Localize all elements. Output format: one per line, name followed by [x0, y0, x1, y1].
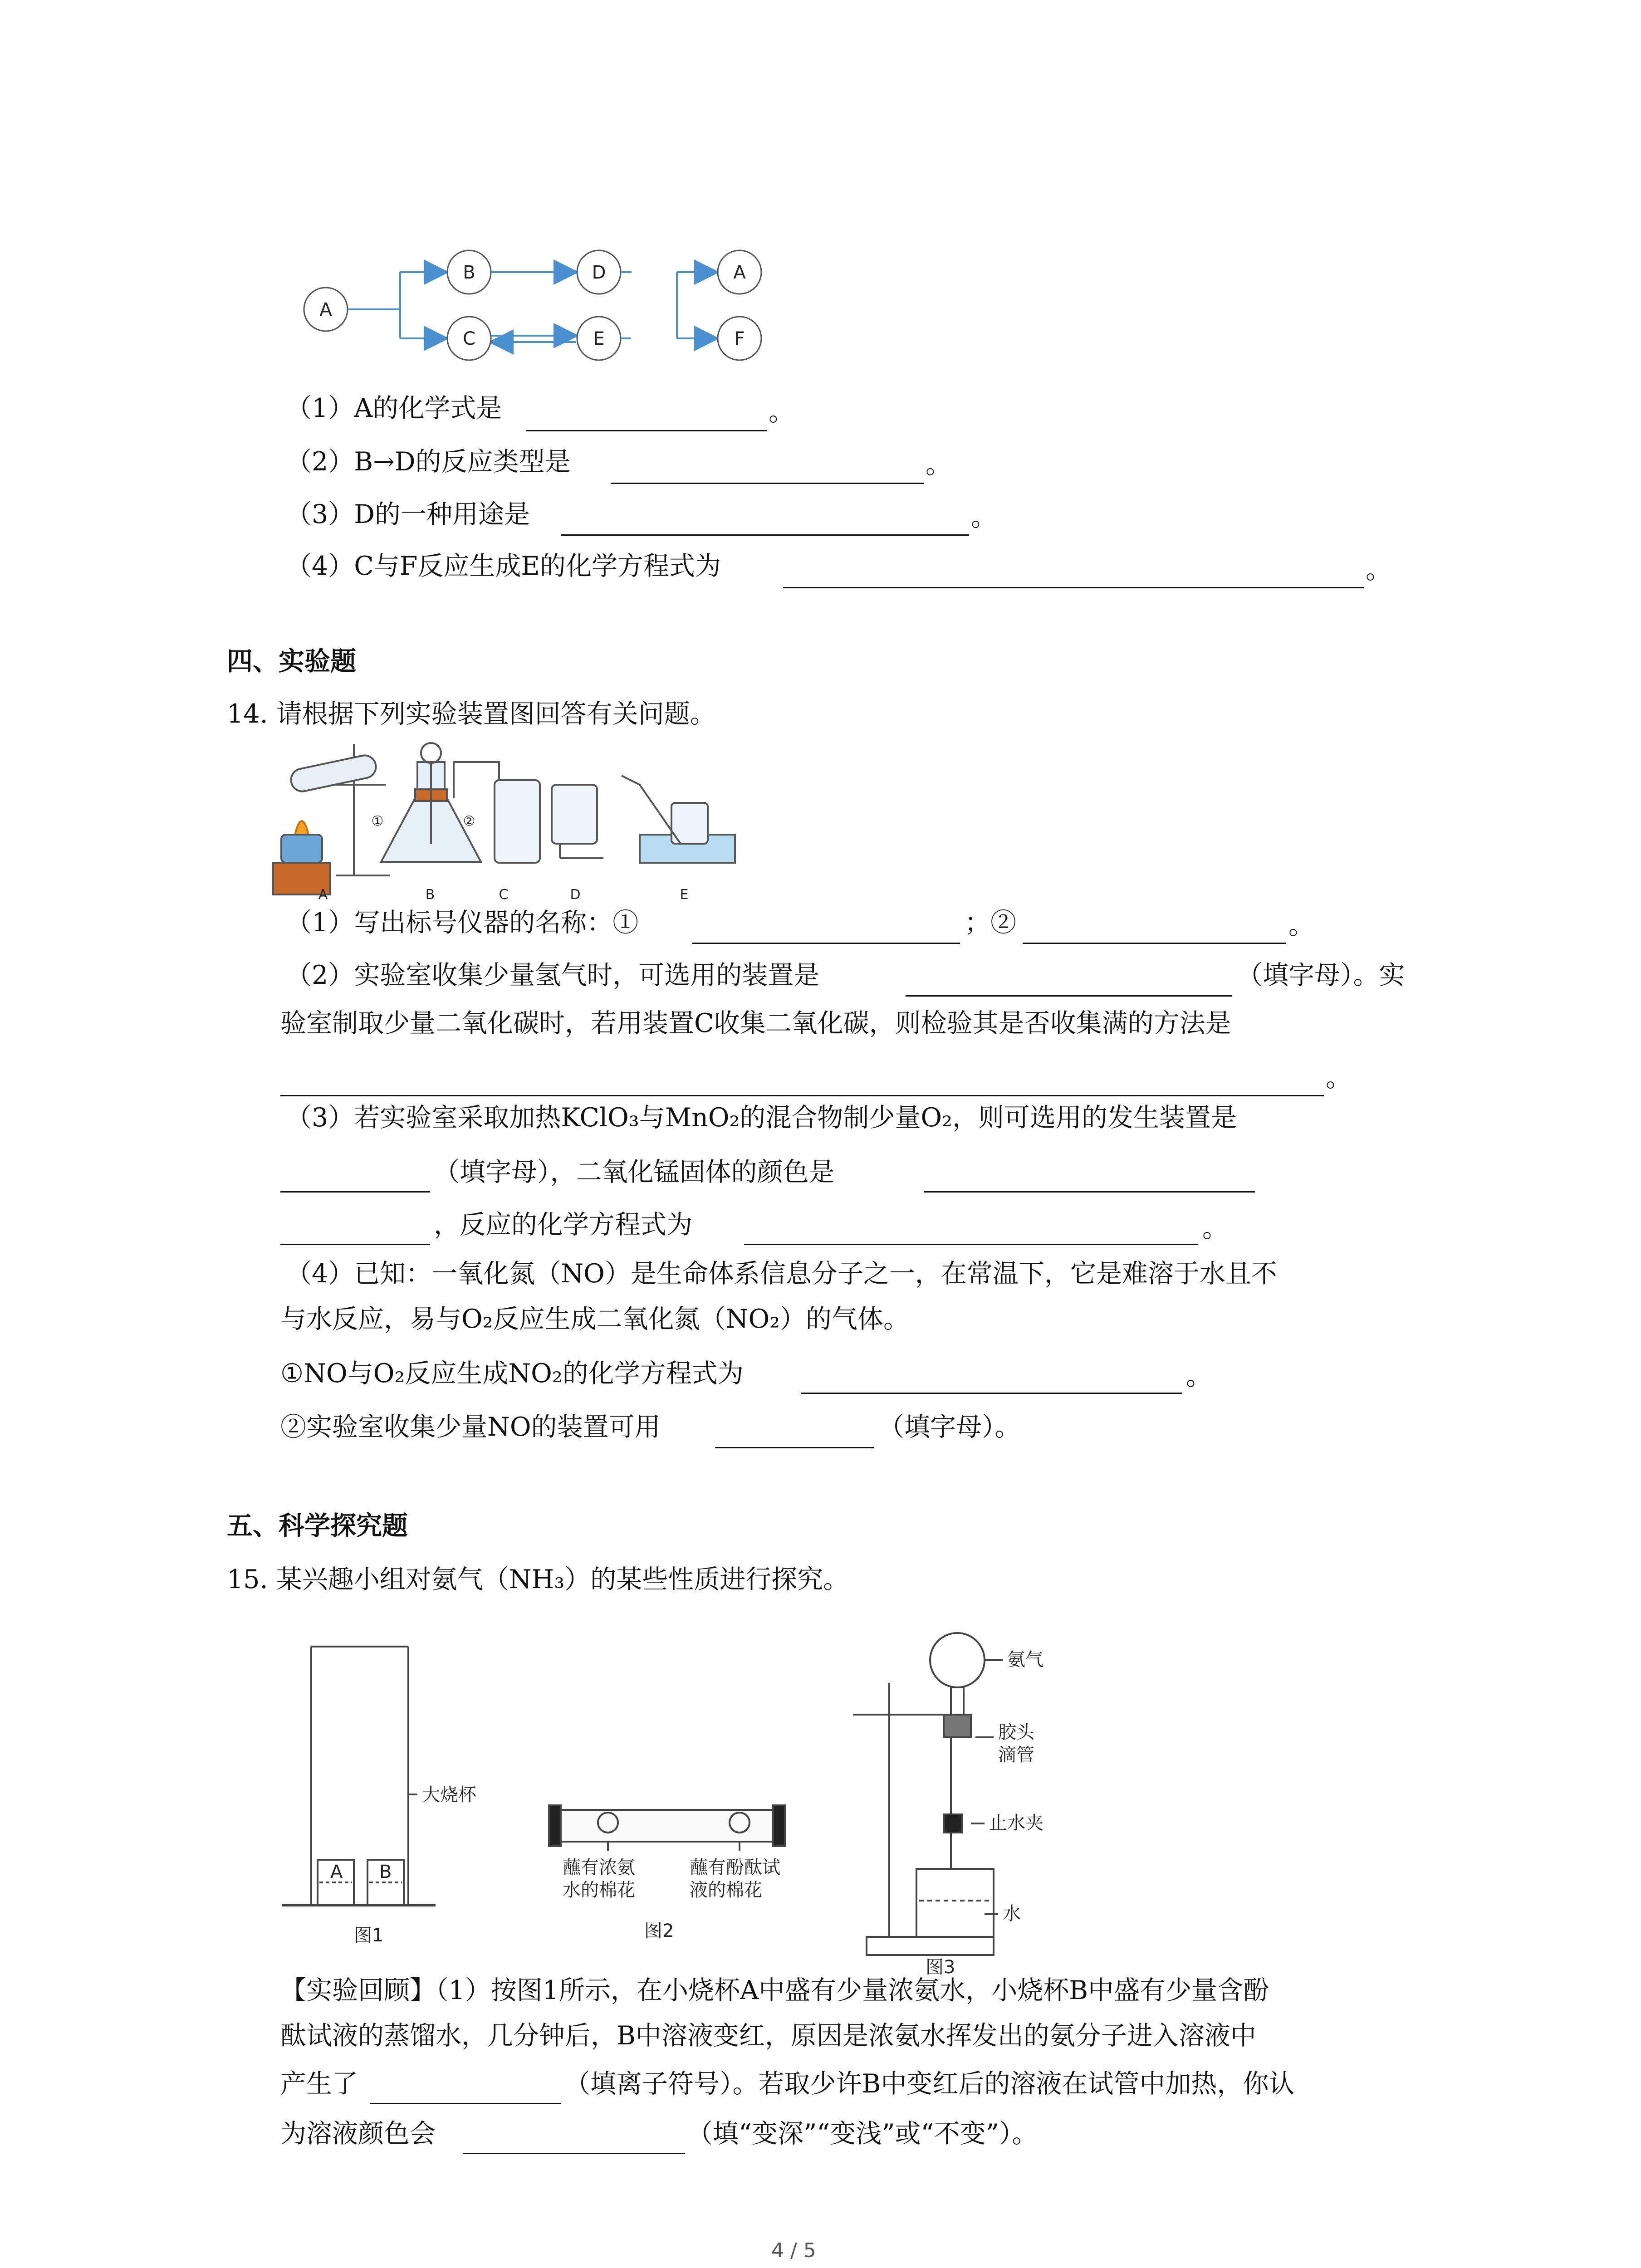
q14-blank2b[interactable] [280, 1095, 1324, 1096]
q13-period3: 。 [971, 502, 997, 532]
node-d: D [592, 262, 606, 283]
q15-blank2[interactable] [463, 2153, 685, 2154]
q15-review4a: 为溶液颜色会 [280, 2119, 436, 2149]
q14-blank3d[interactable] [744, 1244, 1198, 1245]
fig3-dropper1: 胶头 [998, 1722, 1034, 1743]
apparatus-figure [0, 735, 1641, 916]
q13-blank2[interactable] [611, 483, 924, 484]
fig2-left1: 蘸有浓氨 [563, 1857, 635, 1878]
q14-blank3a[interactable] [280, 1191, 430, 1193]
q15-review2: 酞试液的蒸馏水，几分钟后，B中溶液变红，原因是浓氨水挥发出的氨分子进入溶液中 [280, 2021, 1256, 2051]
q13-part1: （1）A的化学式是 [286, 393, 502, 423]
q14-part2a: （2）实验室收集少量氢气时，可选用的装置是 [286, 960, 820, 990]
q14-part1: （1）写出标号仪器的名称：① [286, 908, 639, 938]
q15-review1: 【实验回顾】（1）按图1所示，在小烧杯A中盛有少量浓氨水，小烧杯B中盛有少量含酚 [280, 1975, 1269, 2005]
q13-part4: （4）C与F反应生成E的化学方程式为 [286, 551, 721, 581]
node-b: B [463, 262, 475, 283]
fig1-b: B [379, 1862, 392, 1882]
node-c: C [463, 328, 475, 349]
q14-part4a: （4）已知：一氧化氮（NO）是生命体系信息分子之一，在常温下，它是难溶于水且不 [286, 1259, 1277, 1289]
label-m2: ② [463, 813, 475, 829]
fig1-caption: 图1 [354, 1925, 384, 1946]
q13-period1: 。 [769, 397, 794, 427]
q13-part3: （3）D的一种用途是 [286, 499, 530, 529]
node-a2: A [733, 262, 746, 283]
fig2-right1: 蘸有酚酞试 [690, 1857, 780, 1878]
fig2-caption: 图2 [644, 1921, 674, 1941]
q15-review4b: （填“变深”“变浅”或“不变”）。 [687, 2119, 1038, 2149]
q14-part3c: ，反应的化学方程式为 [434, 1210, 692, 1240]
fig3-gas: 氨气 [1007, 1649, 1043, 1670]
q14-period2: 。 [1326, 1063, 1352, 1093]
label-b: B [425, 887, 435, 903]
q14-part4d: ②实验室收集少量NO的装置可用 [280, 1412, 661, 1442]
fig2-left2: 水的棉花 [563, 1880, 635, 1901]
q13-blank1[interactable] [526, 430, 767, 431]
q14-blank3b[interactable] [924, 1191, 1255, 1193]
q14-blank4b[interactable] [715, 1447, 874, 1448]
label-c: C [499, 887, 509, 903]
q14-part3a: （3）若实验室采取加热KClO₃与MnO₂的混合物制少量O₂，则可选用的发生装置是 [286, 1103, 1237, 1133]
node-f: F [734, 328, 745, 349]
q14-blank2a[interactable] [906, 995, 1232, 997]
q13-blank3[interactable] [561, 534, 969, 536]
q13-part2: （2）B→D的反应类型是 [286, 447, 571, 477]
q15-review3b: （填离子符号）。若取少许B中变红后的溶液在试管中加热，你认 [564, 2069, 1295, 2099]
q14-part1-sep: ；② [965, 908, 1016, 938]
fig3-dropper2: 滴管 [998, 1745, 1034, 1765]
q14-blank3c[interactable] [280, 1244, 430, 1245]
q14-part4c: ①NO与O₂反应生成NO₂的化学方程式为 [280, 1359, 744, 1388]
fig3-clamp: 止水夹 [989, 1813, 1043, 1833]
q14-part3b: （填字母），二氧化锰固体的颜色是 [434, 1157, 835, 1187]
fig1-beaker-label: 大烧杯 [422, 1784, 476, 1805]
q14-part2b: （填字母）。实 [1237, 960, 1405, 990]
q14-period4: 。 [1186, 1361, 1212, 1391]
fig2-right2: 液的棉花 [690, 1880, 762, 1901]
label-d: D [570, 887, 581, 903]
fig3-caption: 图3 [926, 1957, 955, 1978]
q14-part4e: （填字母）。 [878, 1412, 1021, 1442]
q15-blank1[interactable] [370, 2103, 561, 2104]
node-a1: A [319, 299, 332, 320]
q15-review3a: 产生了 [280, 2069, 358, 2099]
q14-stem: 14. 请根据下列实验装置图回答有关问题。 [227, 699, 716, 729]
q14-blank4a[interactable] [801, 1393, 1182, 1394]
q14-part2c: 验室制取少量二氧化碳时，若用装置C收集二氧化碳，则检验其是否收集满的方法是 [280, 1008, 1231, 1038]
q13-period4: 。 [1366, 555, 1391, 585]
q14-blank1a[interactable] [692, 943, 960, 944]
node-e: E [593, 328, 605, 349]
fig1-a: A [330, 1862, 343, 1882]
section5-title: 五、科学探究题 [227, 1511, 408, 1541]
fig3-water: 水 [1003, 1903, 1021, 1924]
q15-figures [0, 1615, 1641, 1978]
q14-period1: 。 [1288, 910, 1314, 940]
label-m1: ① [371, 813, 384, 829]
q15-stem: 15. 某兴趣小组对氨气（NH₃）的某些性质进行探究。 [227, 1564, 849, 1594]
q14-blank1b[interactable] [1023, 943, 1286, 944]
q13-blank4[interactable] [783, 587, 1364, 588]
label-a: A [318, 887, 328, 903]
q14-period3: 。 [1202, 1213, 1228, 1243]
label-e: E [680, 887, 689, 903]
q13-period2: 。 [926, 450, 951, 479]
q14-part4b: 与水反应，易与O₂反应生成二氧化氮（NO₂）的气体。 [280, 1304, 910, 1334]
flow-diagram [0, 0, 1641, 408]
page-number: 4 / 5 [771, 2239, 816, 2262]
section4-title: 四、实验题 [227, 646, 356, 676]
